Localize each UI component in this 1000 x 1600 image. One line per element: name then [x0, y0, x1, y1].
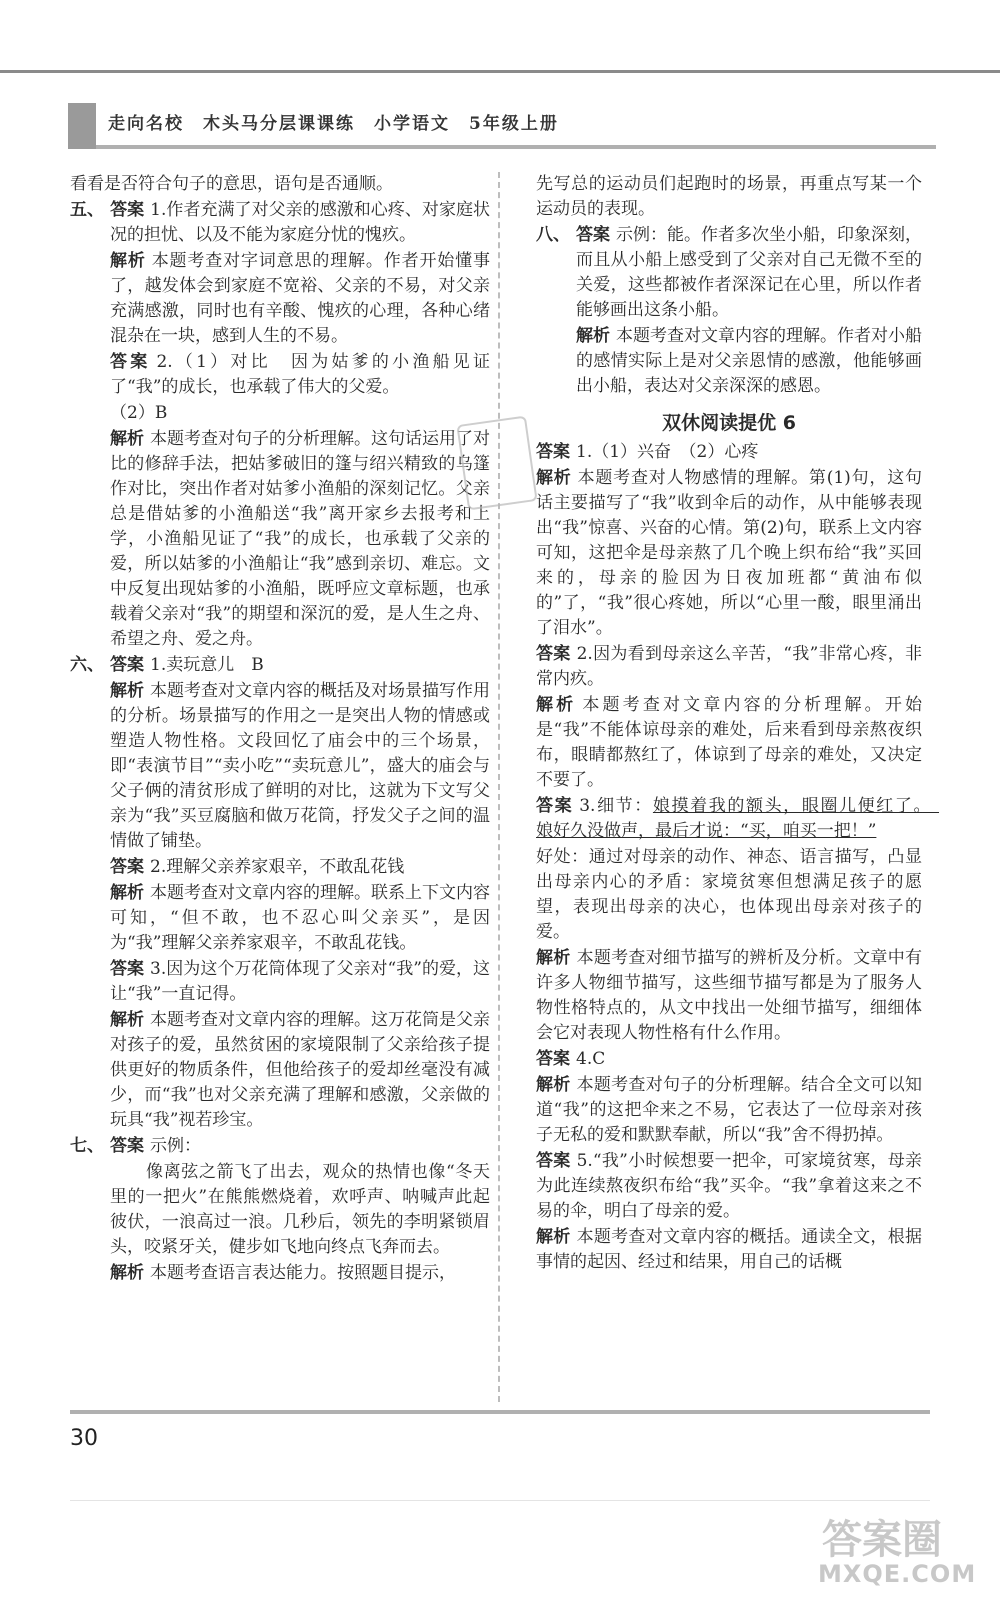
answer-label: 答案: [536, 1151, 571, 1171]
analysis-label: 解析: [576, 326, 610, 346]
answer-item: [70, 653, 490, 678]
item-text: 5.“我”小时候想要一把伞，可家境贫寒，母亲为此连续熬夜织布给“我”买伞。“我”拿着这来之不易的伞，明白了母亲的爱。: [536, 1151, 922, 1221]
answer-item: [70, 198, 490, 248]
answer-label: 答案: [576, 225, 610, 245]
footer-faint-rule: [70, 1500, 930, 1501]
continued-text: 先写总的运动员们起跑时的场景，再重点写某一个运动员的表现。: [536, 174, 922, 219]
answer-label: 答案: [536, 796, 574, 816]
item-text: 示例：能。作者多次坐小船，印象深刻，而且从小船上感受到了父亲对自己无微不至的关爱，这些都被作者深深记在心里，所以作者能够画出这条小船。: [576, 225, 922, 320]
answer-item: [70, 427, 490, 652]
question-number: 五、: [70, 200, 105, 220]
answer-label: 答案: [536, 1049, 570, 1069]
column-divider: [498, 172, 500, 1402]
answer-item: [536, 1073, 922, 1148]
analysis-label: 解析: [536, 1227, 571, 1247]
answer-item: [70, 881, 490, 956]
answer-item: [536, 223, 922, 323]
question-number: 七、: [70, 1136, 104, 1156]
answer-item: [70, 350, 490, 400]
item-text: 本题考查对文章内容的概括。通读全文，根据事情的起因、经过和结果，用自己的话概: [536, 1227, 923, 1272]
answer-item: [536, 1047, 922, 1072]
watermark-logo: 答案圈: [822, 1517, 942, 1563]
answer-item: [536, 693, 922, 793]
answer-item: [70, 1134, 490, 1159]
item-text: 4.C: [576, 1049, 606, 1069]
analysis-label: 解析: [110, 1010, 144, 1030]
item-text: （2）B: [110, 403, 168, 423]
question-number: 八、: [536, 225, 570, 245]
answer-label: 答案: [110, 655, 144, 675]
analysis-label: 解析: [110, 429, 144, 449]
item-text: 2.因为看到母亲这么辛苦，“我”非常心疼，非常内疚。: [536, 644, 923, 689]
analysis-label: 解析: [110, 681, 144, 701]
item-text: 2.（1）对比 因为姑爹的小渔船见证了“我”的成长，也承载了伟大的父爱。: [110, 352, 491, 397]
item-text: 本题考查对文章内容的概括及对场景描写作用的分析。场景描写的作用之一是突出人物的情感或塑造人物性格。文段回忆了庙会中的三个场景，即“表演节目”“卖小吃”“卖玩意儿”，盛大的庙会与父子俩的清贫形成了鲜明的对比，这就为下文写父亲为“我”买豆腐脑和做万花筒，抒发父子之间的温情做了铺垫。: [110, 681, 490, 851]
underlined-quote: 娘摸着我的额头，眼圈儿便红了。 娘好久没做声，最后才说：“买，咱买一把！”: [536, 796, 940, 841]
answer-item: [536, 440, 922, 465]
answer-item: [70, 1008, 490, 1133]
answer-item: [536, 794, 940, 844]
header-tab-marker: [68, 103, 96, 149]
item-text: 本题考查对文章内容的理解。作者对小船的感情实际上是对父亲恩情的感激，他能够画出小船，表达对父亲深深的感恩。: [576, 326, 922, 396]
answer-label: 答案: [536, 644, 571, 664]
item-text: 本题考查对句子的分析理解。结合全文可以知道“我”的这把伞来之不易，它表达了一位母亲对孩子无私的爱和默默奉献，所以“我”舍不得扔掉。: [536, 1075, 923, 1145]
answer-item: [70, 957, 490, 1007]
item-text: 1.作者充满了对父亲的感激和心疼、对家庭状况的担忧、以及不能为家庭分忧的愧疚。: [110, 200, 491, 245]
item-text: 本题考查对人物感情的理解。第(1)句，这句话主要描写了“我”收到伞后的动作，从中能够表现出“我”惊喜、兴奋的心情。第(2)句，联系上文内容可知，这把伞是母亲熬了几个晚上织布给“我”买回来的，母亲的脸因为日夜加班都“黄油布似的”了，“我”很心疼她，所以“心里一酸，眼里涌出了泪水”。: [536, 468, 922, 638]
answer-item: [70, 1261, 490, 1286]
answer-item: [536, 466, 922, 641]
item-text: 1.（1）兴奋 （2）心疼: [576, 442, 759, 462]
item-text: 好处：通过对母亲的动作、神态、语言描写，凸显出母亲内心的矛盾：家境贫寒但想满足孩子的愿望，表现出母亲的决心，也体现出母亲对孩子的爱。: [536, 847, 922, 942]
answer-item: [70, 401, 490, 426]
answer-label: 答案: [110, 857, 144, 877]
footer-rule: [70, 1410, 930, 1414]
analysis-label: 解析: [110, 883, 144, 903]
top-rule: [0, 70, 1000, 73]
right-column-bottom: [536, 440, 940, 1275]
answer-label: 答案: [536, 442, 570, 462]
answer-label: 答案: [110, 1136, 144, 1156]
item-text: 本题考查对文章内容的理解。联系上下文内容可知，“但不敢，也不忍心叫父亲买”，是因为“我”理解父亲养家艰辛，不敢乱花钱。: [110, 883, 490, 953]
page-number: 30: [70, 1426, 98, 1451]
item-text: 本题考查对细节描写的辨析及分析。文章中有许多人物细节描写，这些细节描写都是为了服务人物性格特点的，从文中找出一处细节描写，细细体会它对表现人物性格有什么作用。: [536, 948, 923, 1043]
sample-paragraph: 像离弦之箭飞了出去，观众的热情也像“冬天里的一把火”在熊熊燃烧着，欢呼声、呐喊声此起彼伏，一浪高过一浪。几秒后，领先的李明紧锁眉头，咬紧牙关，健步如飞地向终点飞奔而去。: [110, 1162, 490, 1257]
answer-item: [536, 1149, 922, 1224]
right-column-top: [536, 172, 922, 399]
running-header: 走向名校 木头马分层课课练 小学语文 5年级上册: [108, 114, 559, 134]
continued-text: 看看是否符合句子的意思，语句是否通顺。: [70, 174, 393, 194]
item-text: 本题考查对文章内容的理解。这万花筒是父亲对孩子的爱，虽然贫困的家境限制了父亲给孩子提供更好的物质条件，但他给孩子的爱却丝毫没有减少，而“我”也对父亲充满了理解和感激，父亲做的玩具“我”视若珍宝。: [110, 1010, 490, 1130]
item-text: 本题考查对句子的分析理解。这句话运用了对比的修辞手法，把姑爹破旧的篷与绍兴精致的乌篷作对比，突出作者对姑爹小渔船的深刻记忆。父亲总是借姑爹的小渔船送“我”离开家乡去报考和上学，小渔船见证了“我”的成长，也承载了父亲的爱，所以姑爹的小渔船让“我”感到亲切、难忘。文中反复出现姑爹的小渔船，既呼应文章标题，也承载着父亲对“我”的期望和深沉的爱，是人生之舟、希望之舟、爱之舟。: [110, 429, 490, 649]
answer-label: 答案: [110, 959, 145, 979]
right-column: [536, 172, 940, 1276]
analysis-label: 解析: [110, 251, 146, 271]
watermark-url: MXQE.COM: [818, 1560, 977, 1588]
item-text: 示例：: [150, 1136, 201, 1156]
answer-item: [70, 679, 490, 854]
answer-item: [70, 249, 490, 349]
answer-item: [536, 1225, 922, 1275]
analysis-label: 解析: [536, 468, 572, 488]
analysis-label: 解析: [536, 695, 577, 715]
answer-item: [536, 642, 922, 692]
homework-stamp: [456, 416, 537, 511]
analysis-label: 解析: [536, 1075, 571, 1095]
item-text: 1.卖玩意儿 B: [150, 655, 264, 675]
analysis-label: 解析: [110, 1263, 144, 1283]
analysis-label: 解析: [536, 948, 571, 968]
question-number: 六、: [70, 655, 104, 675]
item-text: 3.因为这个万花筒体现了父亲对“我”的爱，这让“我”一直记得。: [110, 959, 491, 1004]
item-text: 本题考查对字词意思的理解。作者开始懂事了，越发体会到家庭不宽裕、父亲的不易，对父亲充满感激，同时也有辛酸、愧疚的心理，各种心绪混杂在一块，感到人生的不易。: [110, 251, 491, 346]
item-text: 3.细节：: [579, 796, 653, 816]
left-column: [70, 172, 490, 1287]
answer-item: [536, 845, 922, 945]
item-text: 2.理解父亲养家艰辛，不敢乱花钱: [150, 857, 405, 877]
item-text: 本题考查语言表达能力。按照题目提示，: [150, 1263, 456, 1283]
item-text: 本题考查对文章内容的分析理解。开始是“我”不能体谅母亲的难处，后来看到母亲熬夜织布，眼睛都熬红了，体谅到了母亲的难处，又决定不要了。: [536, 695, 923, 790]
answer-label: 答案: [110, 200, 145, 220]
header-rule: [96, 145, 936, 149]
answer-item: [536, 946, 922, 1046]
answer-item: [70, 855, 490, 880]
section-title: 双休阅读提优 6: [662, 412, 796, 434]
answer-item: [536, 324, 922, 399]
answer-label: 答案: [110, 352, 151, 372]
